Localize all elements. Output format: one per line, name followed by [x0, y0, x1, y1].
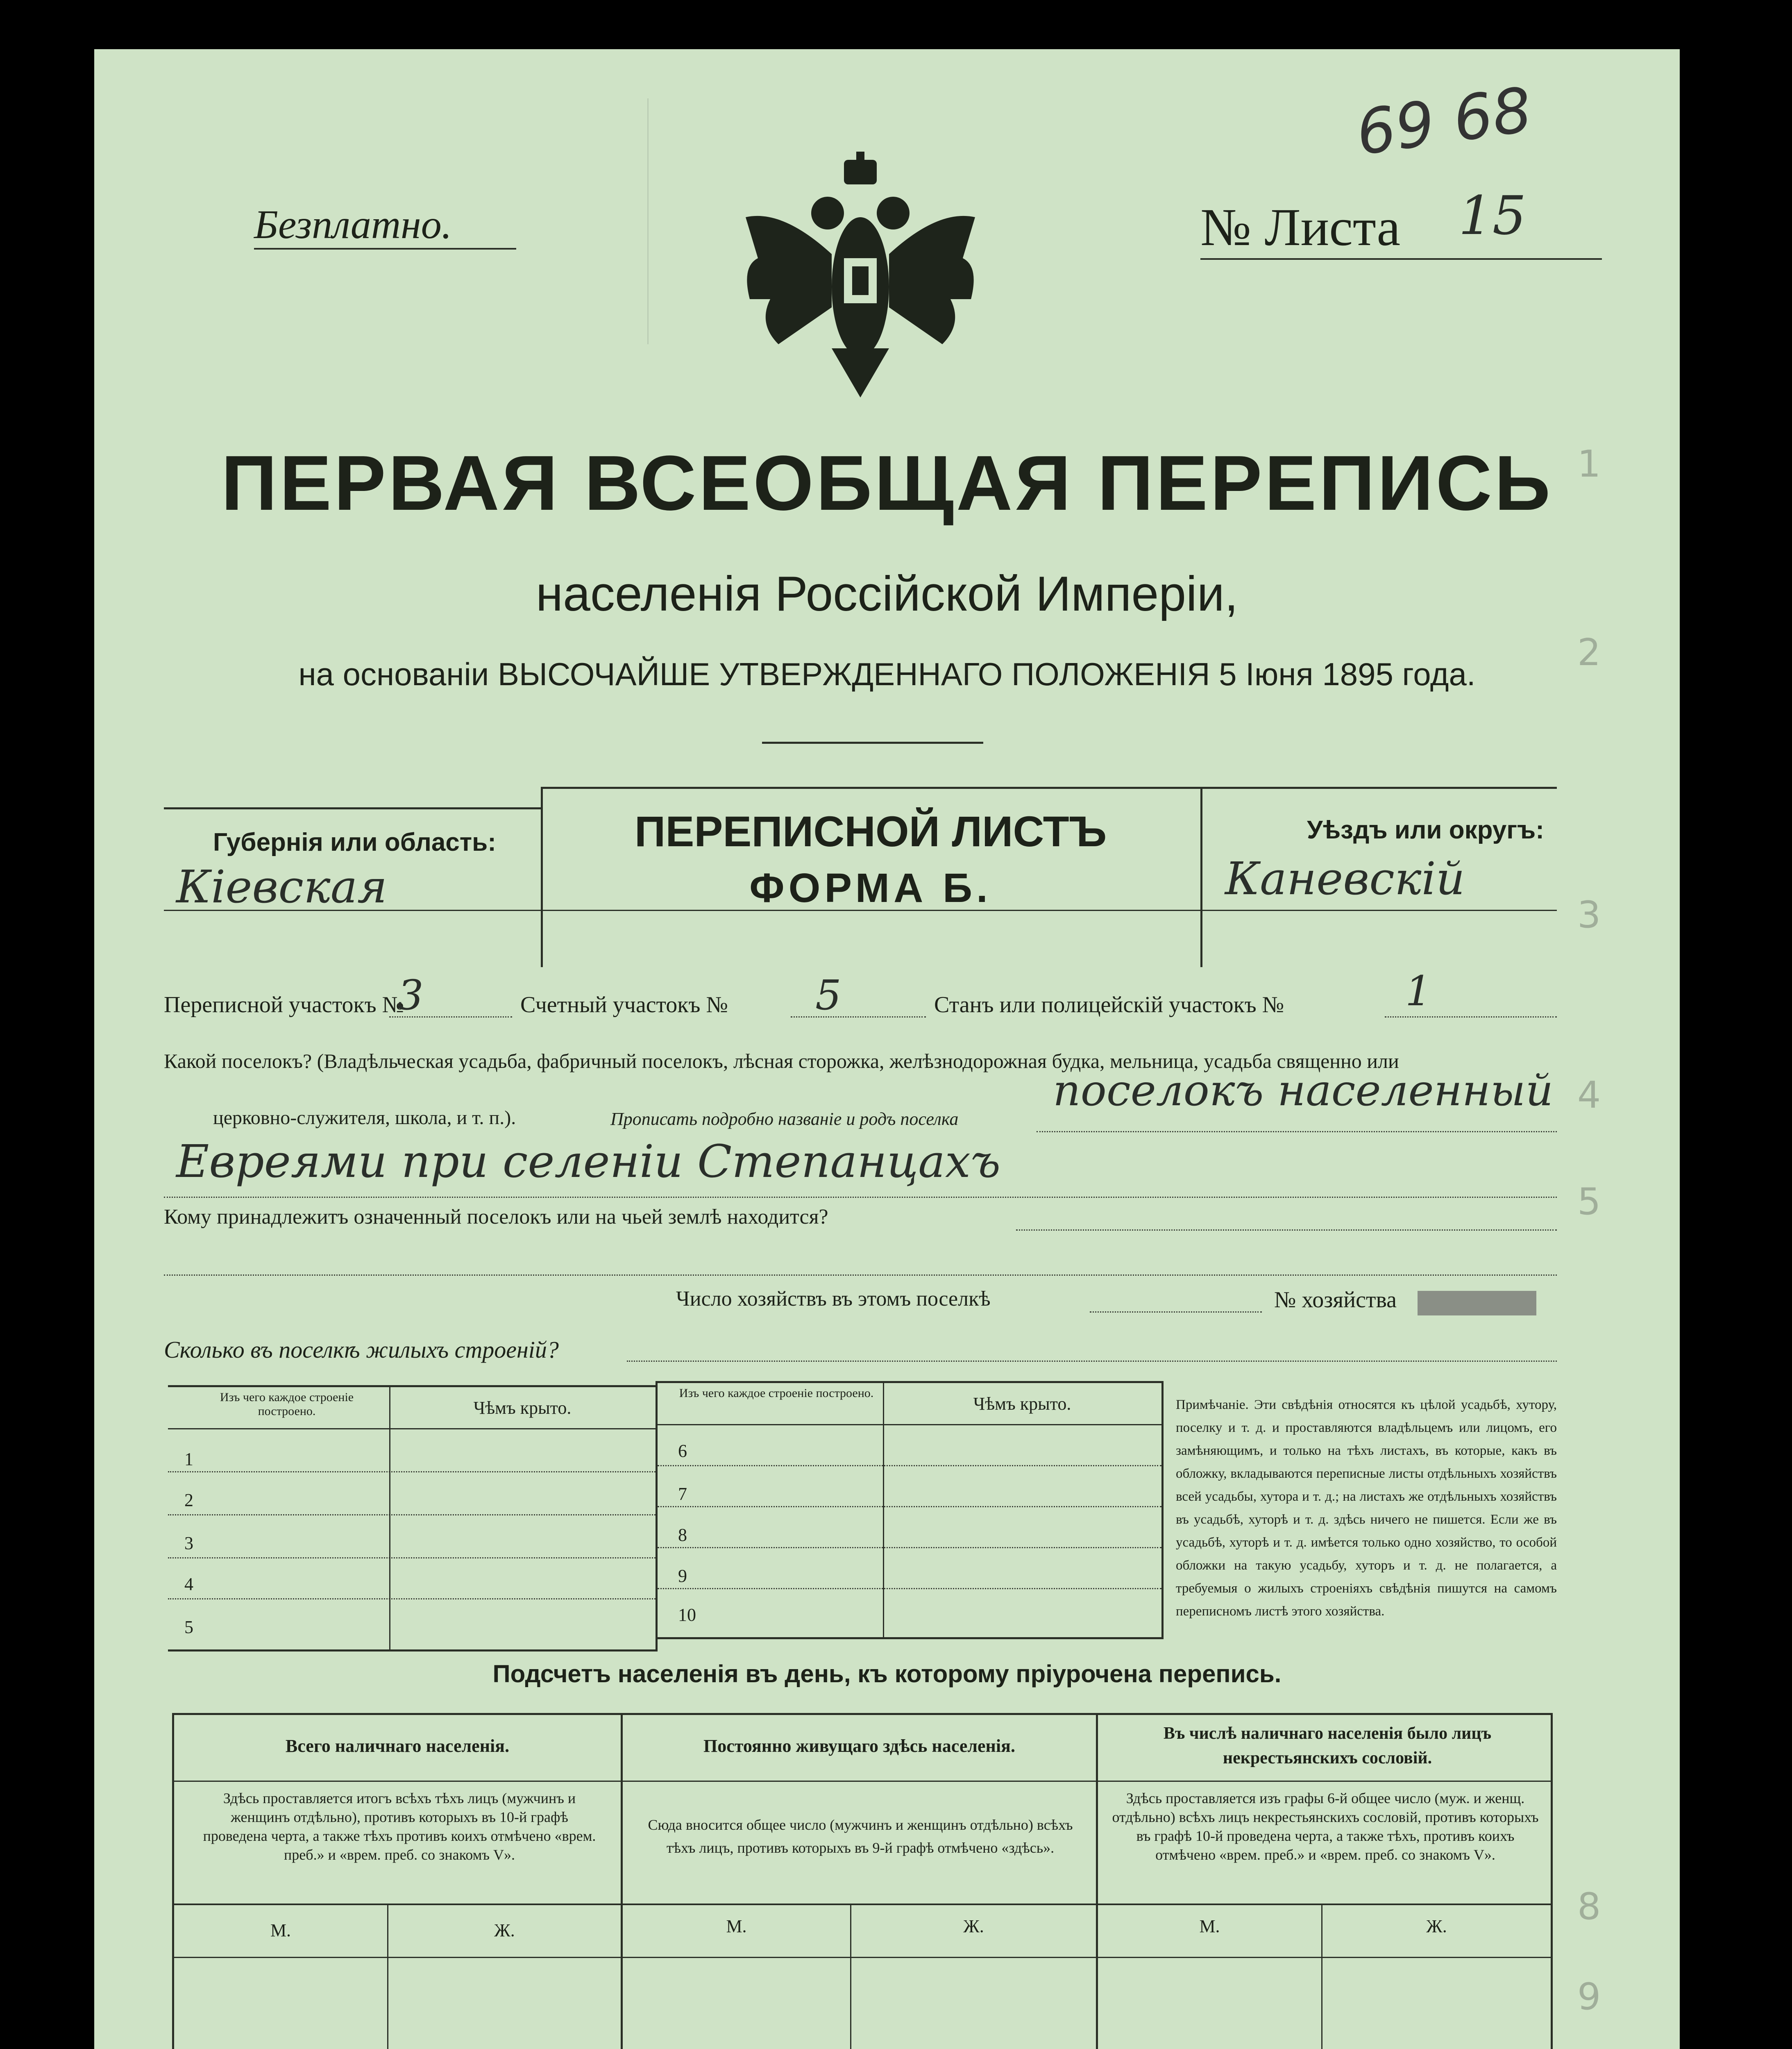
row-2: 2	[184, 1490, 193, 1510]
count-heading: Подсчетъ населенія въ день, къ которому пріурочена перепись.	[492, 1660, 1282, 1688]
form-box-top	[541, 787, 1200, 789]
legal-basis: на основаніи ВЫСОЧАЙШЕ УТВЕРЖДЕННАГО ПОЛОЖЕНІЯ 5 Іюня 1895 года.	[298, 656, 1476, 692]
stan-value: 1	[1405, 967, 1431, 1015]
household-no-label: № хозяйства	[1274, 1287, 1397, 1313]
buildings-table-left	[168, 1385, 658, 1651]
eagle-emblem-icon	[733, 152, 987, 406]
census-area-value: 3	[397, 971, 424, 1019]
row-8: 8	[678, 1525, 687, 1545]
households-line	[1090, 1311, 1262, 1313]
count-col3-text: Здѣсь проставляется изъ графы 6-й общее число (муж. и женщ. отдѣльно) всѣхъ лицъ некрестьянскихъ сословій, противъ которыхъ въ графѣ 10-й проведена черта, а также тѣхъ, противъ коихъ отмѣчено «врем. преб.» и «врем. преб. со знакомъ V».	[1112, 1790, 1539, 1863]
margin-number: 1	[1577, 443, 1601, 486]
free-label: Безплатно.	[254, 202, 452, 247]
row-6: 6	[678, 1441, 687, 1461]
count-col3-m: М.	[1199, 1916, 1220, 1936]
count-col2-text: Сюда вносится общее число (мужчинъ и женщинъ отдѣльно) всѣхъ тѣхъ лицъ, противъ которыхъ въ 9-й графѣ отмѣчено «здѣсь».	[648, 1817, 1073, 1856]
buildings-table-right	[656, 1381, 1164, 1639]
row-3: 3	[184, 1533, 193, 1553]
count-col1-f: Ж.	[494, 1920, 515, 1940]
row-1: 1	[184, 1449, 193, 1469]
uezd-label: Уѣздъ или округъ:	[1307, 816, 1544, 844]
count-col2-m: М.	[726, 1916, 747, 1936]
col-material-header: Изъ чего каждое строеніе построено.	[679, 1386, 874, 1400]
counting-area-line	[791, 1016, 926, 1018]
sheet-number-value: 15	[1459, 184, 1527, 247]
count-col3-title: Въ числѣ наличнаго населенія было лицъ некрестьянскихъ сословій.	[1163, 1724, 1492, 1767]
form-box-divider-right	[1200, 787, 1202, 967]
settlement-line-1	[1037, 1131, 1557, 1132]
uezd-value: Каневскій	[1225, 852, 1465, 905]
margin-number: 9	[1577, 1975, 1601, 2018]
household-no-redacted	[1418, 1291, 1536, 1315]
form-name: ФОРМА Б.	[749, 865, 992, 911]
count-table	[172, 1713, 1553, 2049]
row-4: 4	[184, 1574, 193, 1594]
form-heading: ПЕРЕПИСНОЙ ЛИСТЪ	[634, 808, 1107, 856]
census-area-line	[389, 1016, 512, 1018]
col-roof-header: Чѣмъ крыто.	[973, 1394, 1071, 1414]
settlement-label-2: церковно-служителя, школа, и т. п.).	[213, 1107, 516, 1129]
owner-line-1	[1016, 1229, 1557, 1231]
households-label: Число хозяйствъ въ этомъ поселкѣ	[676, 1287, 991, 1311]
settlement-label: Какой поселокъ? (Владѣльческая усадьба, фабричный поселокъ, лѣсная сторожка, желѣзнодорожная будка, мельница, усадьба священно или	[164, 1049, 1399, 1072]
margin-number: 5	[1577, 1180, 1601, 1223]
margin-number: 4	[1577, 1074, 1601, 1117]
stan-label: Станъ или полицейскій участокъ №	[934, 992, 1284, 1018]
sheet-number-underline	[1200, 258, 1602, 260]
count-col3-f: Ж.	[1426, 1916, 1447, 1936]
row-7: 7	[678, 1484, 687, 1504]
gubernia-value: Кіевская	[176, 861, 388, 913]
document-title: ПЕРВАЯ ВСЕОБЩАЯ ПЕРЕПИСЬ	[221, 440, 1553, 527]
count-col1-m: М.	[270, 1920, 291, 1940]
margin-number: 3	[1577, 893, 1601, 936]
owner-label: Кому принадлежитъ означенный поселокъ или на чьей землѣ находится?	[164, 1205, 828, 1229]
sheet-number-label: № Листа	[1200, 198, 1401, 257]
settlement-hint: Прописать подробно названіе и родъ поселка	[610, 1109, 959, 1129]
settlement-value-1: поселокъ населенный	[1053, 1065, 1554, 1115]
count-col1-title: Всего наличнаго населенія.	[285, 1736, 510, 1756]
stan-line	[1385, 1016, 1557, 1018]
counting-area-label: Счетный участокъ №	[520, 992, 728, 1018]
owner-line-2	[164, 1274, 1557, 1276]
title-divider	[762, 742, 983, 744]
form-box-left-top	[164, 807, 541, 809]
counting-area-value: 5	[815, 971, 842, 1019]
gubernia-label: Губернія или область:	[213, 828, 496, 856]
census-sheet	[94, 49, 1680, 2049]
row-10: 10	[678, 1605, 696, 1625]
form-box-top-right	[1200, 787, 1557, 789]
census-area-label: Переписной участокъ №	[164, 992, 404, 1018]
pencil-annotation: 69 68	[1352, 74, 1536, 170]
col-roof-header: Чѣмъ крыто.	[473, 1398, 572, 1418]
row-9: 9	[678, 1566, 687, 1586]
document-subtitle: населенія Россійской Имперіи,	[535, 566, 1239, 621]
buildings-label: Сколько въ поселкѣ жилыхъ строеній?	[164, 1336, 559, 1363]
settlement-value-2: Евреями при селеніи Степанцахъ	[176, 1135, 1001, 1188]
margin-number: 2	[1577, 631, 1601, 674]
row-5: 5	[184, 1617, 193, 1637]
settlement-line-2	[164, 1197, 1557, 1198]
margin-number: 8	[1577, 1885, 1601, 1928]
col-material-header: Изъ чего каждое строеніе построено.	[220, 1390, 354, 1418]
count-col2-title: Постоянно живущаго здѣсь населенія.	[703, 1736, 1015, 1756]
buildings-line	[627, 1361, 1557, 1362]
free-underline	[254, 248, 516, 250]
note-text: Примѣчаніе. Эти свѣдѣнія относятся къ цѣлой усадьбѣ, хутору, поселку и т. д. и проставляются владѣльцемъ или лицомъ, его замѣняющимъ, и только на тѣхъ листахъ, въ которые, какъ въ обложку, вкладываются переписные листы отдѣльныхъ хозяйствъ всей усадьбы, хутора и т. д.; на листахъ же отдѣльныхъ хозяйствъ въ усадьбѣ, хуторѣ и т. д. здѣсь ничего не пишется. Если же въ усадьбѣ, хуторѣ и т. д. имѣется только одно хозяйство, то особой обложки на такую усадьбу, хуторъ и т. д. не полагается, а требуемыя о жилыхъ строеніяхъ свѣдѣнія пишутся на самомъ переписномъ листѣ этого хозяйства.	[1176, 1397, 1557, 1619]
count-col1-text: Здѣсь проставляется итогъ всѣхъ тѣхъ лицъ (мужчинъ и женщинъ отдѣльно), противъ которыхъ въ 10-й графѣ проведена черта, а также тѣхъ противъ коихъ отмѣчено «врем. преб.» и «врем. преб. со знакомъ V».	[203, 1790, 596, 1863]
count-col2-f: Ж.	[963, 1916, 984, 1936]
